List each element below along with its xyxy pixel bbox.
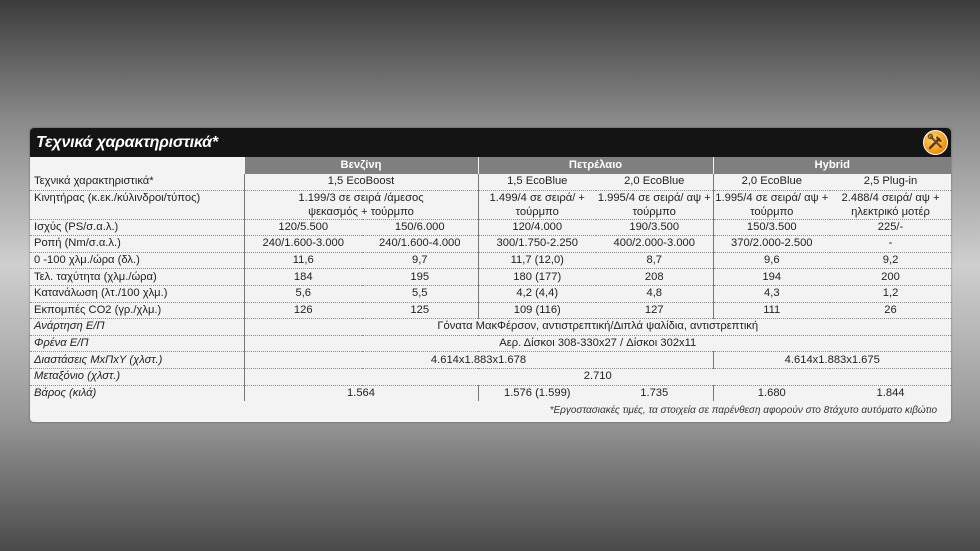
cell: 190/3.500 [596, 219, 713, 236]
specs-table [30, 157, 951, 401]
cell: 125 [362, 302, 478, 319]
row-label: Κατανάλωση (λτ./100 χλμ.) [30, 285, 244, 302]
cell: 127 [596, 302, 713, 319]
group-diesel: Πετρέλαιο [478, 157, 713, 174]
cell: 9,7 [362, 252, 478, 269]
cell: 2,5 Plug-in [830, 174, 951, 190]
cell: 2,0 EcoBlue [596, 174, 713, 190]
cell: 9,6 [713, 252, 830, 269]
cell: 2,0 EcoBlue [713, 174, 830, 190]
cell: 208 [596, 269, 713, 286]
table-row [30, 368, 951, 385]
cell: 1.680 [713, 385, 830, 401]
cell: 1.564 [347, 386, 375, 399]
table-row [30, 285, 951, 302]
cell: 120/5.500 [244, 219, 362, 236]
row-label: Κινητήρας (κ.εκ./κύλινδροι/τύπος) [30, 190, 244, 219]
cell: 1.995/4 σε σειρά/ αψ + τούρμπο [596, 190, 713, 219]
cell: 111 [713, 302, 830, 319]
cell: 2.710 [244, 368, 951, 385]
cell: 184 [244, 269, 362, 286]
table-row [30, 252, 951, 269]
cell: 370/2.000-2.500 [713, 236, 830, 253]
row-label: Βάρος (κιλά) [30, 385, 244, 401]
group-hybrid: Hybrid [713, 157, 951, 174]
cell: 26 [830, 302, 951, 319]
cell: 300/1.750-2.250 [478, 236, 596, 253]
table-row [30, 385, 951, 401]
cell: 2.488/4 σειρά/ αψ + ηλεκτρικό μοτέρ [830, 190, 951, 219]
cell: 4.614x1.883x1.678 [244, 352, 713, 369]
cell: 109 (116) [478, 302, 596, 319]
cell: 180 (177) [478, 269, 596, 286]
cell: 11,7 (12,0) [478, 252, 596, 269]
tools-icon [923, 130, 948, 155]
cell: 240/1.600-4.000 [362, 236, 478, 253]
group-header-row [30, 157, 951, 174]
cell: 225/- [830, 219, 951, 236]
table-row [30, 174, 951, 190]
table-row [30, 352, 951, 369]
cell: 1,5 EcoBoost [244, 174, 478, 190]
table-row [30, 269, 951, 286]
card-title: Τεχνικά χαρακτηριστικά* [36, 133, 218, 151]
row-label: Μεταξόνιο (χλστ.) [30, 368, 244, 385]
footnote: *Εργοστασιακές τιμές, τα στοιχεία σε παρένθεση αφορούν στο 8τάχυτο αυτόματο κιβώτιο [549, 405, 937, 416]
cell: 240/1.600-3.000 [244, 236, 362, 253]
cell: 150/3.500 [713, 219, 830, 236]
row-label: Ροπή (Nm/σ.α.λ.) [30, 236, 244, 253]
table-row [30, 190, 951, 219]
cell: 400/2.000-3.000 [596, 236, 713, 253]
cell: 195 [362, 269, 478, 286]
cell: 200 [830, 269, 951, 286]
cell: Αερ. Δίσκοι 308-330x27 / Δίσκοι 302x11 [244, 335, 951, 352]
cell: 1,5 EcoBlue [478, 174, 596, 190]
title-bar [30, 128, 951, 157]
cell: 194 [713, 269, 830, 286]
cell: 4,2 (4,4) [478, 285, 596, 302]
cell: 8,7 [596, 252, 713, 269]
table-row [30, 335, 951, 352]
cell: 5,6 [244, 285, 362, 302]
row-label: Εκπομπές CO2 (γρ./χλμ.) [30, 302, 244, 319]
table-row [30, 236, 951, 253]
cell: 4.614x1.883x1.675 [713, 352, 951, 369]
cell: Γόνατα ΜακΦέρσον, αντιστρεπτική/Διπλά ψαλίδια, αντιστρεπτική [244, 319, 951, 336]
row-label: Τελ. ταχύτητα (χλμ./ώρα) [30, 269, 244, 286]
specs-card [30, 128, 951, 422]
table-row [30, 319, 951, 336]
cell: 11,6 [244, 252, 362, 269]
table-row [30, 302, 951, 319]
cell: 4,3 [713, 285, 830, 302]
row-label: Ανάρτηση Ε/Π [30, 319, 244, 336]
cell: 4,8 [596, 285, 713, 302]
cell: 1,2 [830, 285, 951, 302]
table-row [30, 219, 951, 236]
row-label: Ισχύς (PS/σ.α.λ.) [30, 219, 244, 236]
group-petrol: Βενζίνη [244, 157, 478, 174]
cell: 1.844 [876, 386, 905, 399]
cell: 126 [244, 302, 362, 319]
cell: 5,5 [362, 285, 478, 302]
cell: 120/4.000 [478, 219, 596, 236]
row-label: 0 -100 χλμ./ώρα (δλ.) [30, 252, 244, 269]
cell: 1.576 (1.599) [478, 385, 596, 401]
row-label: Τεχνικά χαρακτηριστικά* [30, 174, 244, 190]
cell: 1.995/4 σε σειρά/ αψ + τούρμπο [713, 190, 830, 219]
row-label: Φρένα Ε/Π [30, 335, 244, 352]
cell: 1.499/4 σε σειρά/ + τούρμπο [478, 190, 596, 219]
row-label: Διαστάσεις ΜxΠxΥ (χλστ.) [30, 352, 244, 369]
cell: 150/6.000 [362, 219, 478, 236]
cell: 1.199/3 σε σειρά /άμεσος ψεκασμός + τούρμπο [244, 190, 478, 219]
cell: 9,2 [830, 252, 951, 269]
cell: - [830, 236, 951, 253]
cell: 1.735 [640, 386, 669, 399]
